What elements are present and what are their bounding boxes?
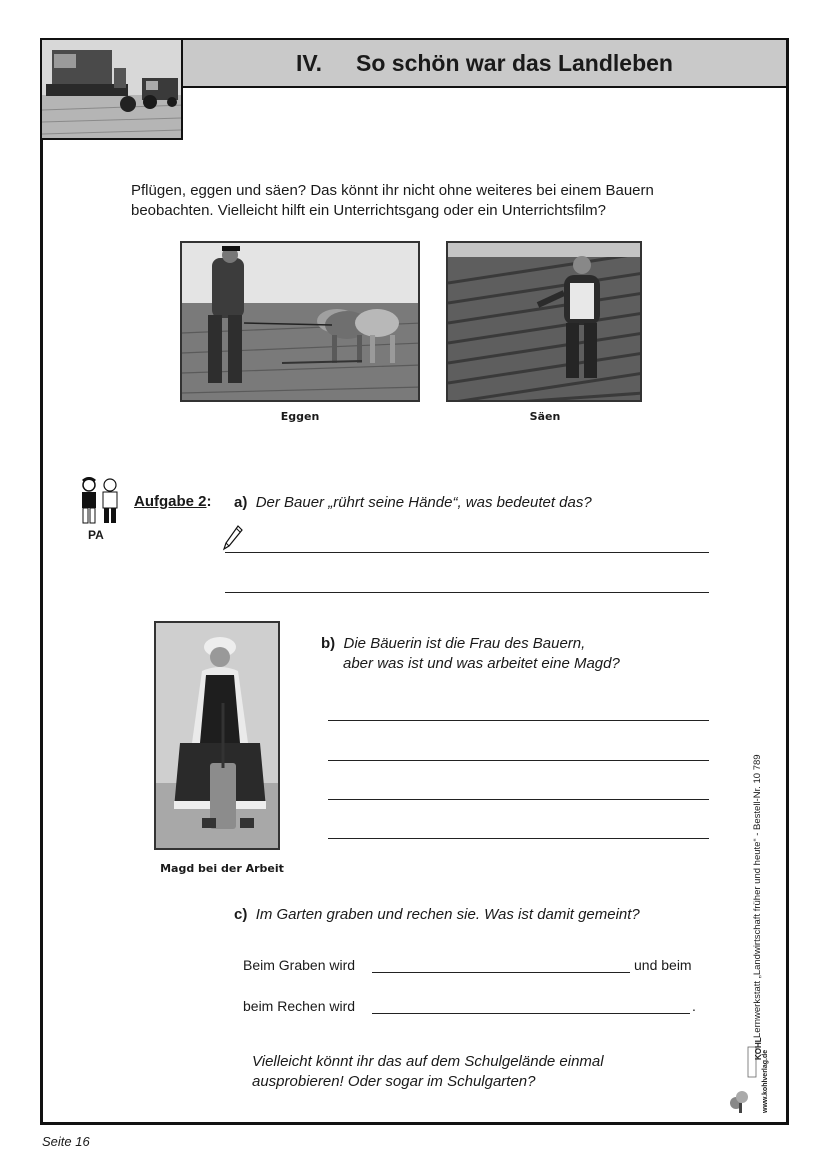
chapter-title: So schön war das Landleben <box>356 49 673 76</box>
fill-2-start: beim Rechen wird <box>243 998 356 1014</box>
saeen-photo <box>446 241 642 402</box>
task-colon: : <box>206 493 212 510</box>
closing-line-1: Vielleicht könnt ihr das auf dem Schulgelände einmal <box>252 1053 604 1070</box>
answer-line-b-3[interactable] <box>328 799 709 800</box>
partner-work-icon <box>78 477 122 527</box>
question-c-text: Im Garten graben und rechen sie. Was ist damit gemeint? <box>255 906 640 923</box>
question-b <box>321 634 620 674</box>
pa-label: PA <box>88 528 104 542</box>
fill-1-blank[interactable] <box>372 972 630 973</box>
pencil-icon <box>222 524 244 552</box>
closing-line-2: ausprobieren! Oder sogar im Schulgarten? <box>252 1073 536 1090</box>
harvester-photo <box>42 40 183 140</box>
fill-1-end: und beim <box>634 957 692 973</box>
intro-line-1: Pflügen, eggen und säen? Das könnt ihr nicht ohne weiteres bei einem Bauern <box>131 182 654 199</box>
eggen-caption: Eggen <box>280 410 320 423</box>
intro-line-2: beobachten. Vielleicht hilft ein Unterrichtsgang oder ein Unterrichtsfilm? <box>131 202 606 219</box>
question-c <box>234 905 640 925</box>
fill-2-end: . <box>692 998 696 1014</box>
answer-line-b-1[interactable] <box>328 720 709 721</box>
question-b-line-1: Die Bäuerin ist die Frau des Bauern, <box>343 635 586 652</box>
question-a <box>234 493 592 513</box>
chapter-number: IV. <box>296 49 323 76</box>
publisher-logo-text: KOHL <box>754 1037 763 1060</box>
answer-line-b-2[interactable] <box>328 760 709 761</box>
question-b-line-2: aber was ist und was arbeitet eine Magd? <box>343 655 620 672</box>
closing-text <box>252 1052 604 1092</box>
fill-2-blank[interactable] <box>372 1013 690 1014</box>
answer-line-a-2[interactable] <box>225 592 709 593</box>
answer-line-a-1[interactable] <box>225 552 709 553</box>
question-c-marker: c) <box>234 906 248 923</box>
page-title <box>183 40 786 86</box>
task-label: Aufgabe 2 <box>134 493 207 510</box>
order-info: Lernwerkstatt „Landwirtschaft früher und heute“ - Bestell-Nr. 10 789 <box>752 754 763 1038</box>
intro-text <box>131 181 731 221</box>
publisher-url[interactable]: www.kohlverlag.de <box>762 1049 769 1113</box>
question-a-text: Der Bauer „rührt seine Hände“, was bedeutet das? <box>255 494 592 511</box>
task-heading <box>134 493 212 510</box>
fill-1-start: Beim Graben wird <box>243 957 356 973</box>
saeen-caption: Säen <box>529 410 561 423</box>
question-b-marker: b) <box>321 635 336 652</box>
eggen-photo <box>180 241 420 402</box>
question-a-marker: a) <box>234 494 248 511</box>
magd-caption: Magd bei der Arbeit <box>160 862 284 875</box>
magd-photo <box>154 621 280 850</box>
answer-line-b-4[interactable] <box>328 838 709 839</box>
page-number: Seite 16 <box>42 1134 90 1149</box>
